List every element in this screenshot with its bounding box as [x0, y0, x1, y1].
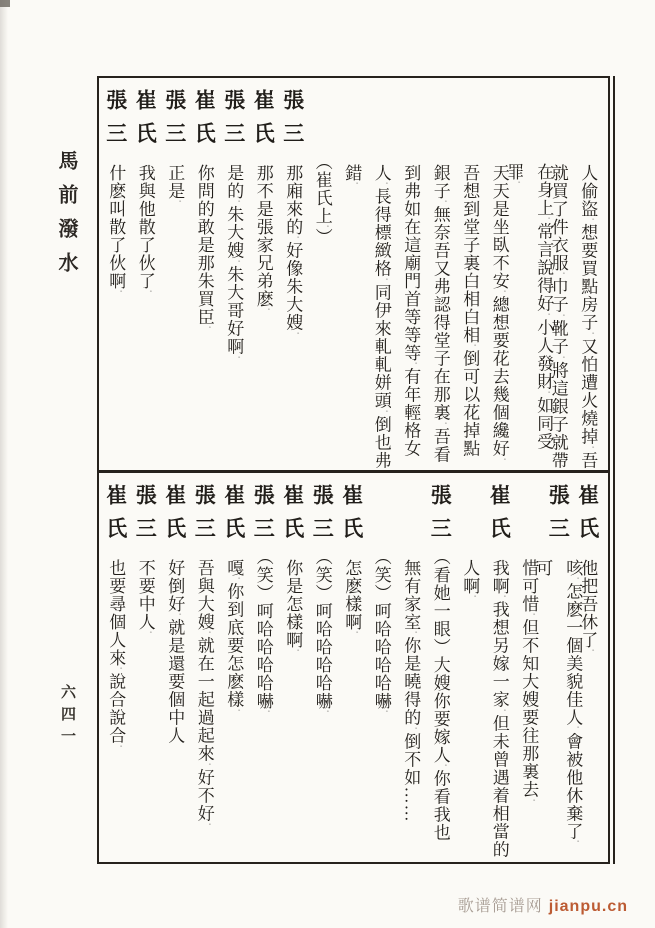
speaker-label: 崔氏	[103, 484, 128, 550]
script-column	[219, 473, 249, 862]
dialogue-text: 你問的敢是那朱買臣。	[194, 164, 214, 332]
watermark	[458, 893, 628, 916]
script-column	[101, 473, 131, 862]
script-column	[425, 473, 455, 862]
dialogue-text: 吾想到堂子裏白相白相。倒可以花掉點	[460, 164, 480, 458]
dialogue-text: （崔氏上。）	[312, 153, 332, 246]
script-column	[189, 473, 219, 862]
script-column	[337, 473, 367, 862]
dialogue-text: 你是怎樣啊。	[283, 559, 303, 655]
dialogue-text: 怎麽樣啊。	[342, 559, 362, 637]
speaker-label: 張三	[221, 89, 246, 155]
script-column	[189, 78, 219, 470]
speaker-label: 崔氏	[192, 89, 217, 155]
dialogue-text: 天天是坐臥不安。總想要花去幾個纔好。	[489, 164, 509, 464]
speaker-label: 張三	[428, 484, 453, 550]
dialogue-text: 就買了件衣服。巾子。靴子。將這銀子就帶	[548, 164, 568, 470]
script-column	[425, 78, 455, 470]
dialogue-text: 我與他散了伙了。	[135, 164, 155, 296]
speaker-label: 崔氏	[575, 484, 600, 550]
script-column	[366, 473, 396, 862]
script-column	[573, 78, 603, 470]
dialogue-text: 正是。	[165, 164, 185, 206]
dialogue-text: 不要中人。	[135, 559, 155, 637]
dialogue-text: 人啊。	[460, 559, 480, 601]
dialogue-text: 吾與大嫂。就在一起過起來。好不好。	[194, 559, 214, 829]
script-column	[504, 78, 554, 470]
script-column	[248, 473, 278, 862]
speaker-label: 張三	[310, 484, 335, 550]
speaker-label: 張三	[103, 89, 128, 155]
script-column	[543, 78, 573, 470]
script-column	[130, 78, 160, 470]
script-column	[248, 78, 278, 470]
speaker-label: 張三	[280, 89, 305, 155]
dialogue-text: 咳。怎麽一個美貌佳人。會被他休棄了。可	[533, 558, 583, 846]
dialogue-text: 是的。朱大嫂。朱大哥好啊。	[224, 164, 244, 362]
script-column	[307, 473, 337, 862]
dialogue-text: 也要尋個人來。說合說合。	[106, 559, 126, 751]
speaker-label: 張三	[133, 484, 158, 550]
speaker-label: 崔氏	[280, 484, 305, 550]
script-column	[160, 473, 190, 862]
dialogue-text: 銀子。無奈吾又弗認得堂子在那裏。吾看	[430, 164, 450, 464]
dialogue-text: 惜可惜。但不知大嫂要往那裏去。	[519, 559, 539, 805]
scan-corner-artifact	[0, 0, 10, 7]
script-column	[278, 473, 308, 862]
script-column	[130, 473, 160, 862]
dialogue-text: （笑）呵哈哈哈哈嚇。	[253, 548, 273, 716]
dialogue-text: （笑）呵哈哈哈哈嚇。	[312, 548, 332, 716]
speaker-label: 崔氏	[487, 484, 512, 550]
script-column	[573, 473, 603, 862]
dialogue-text: 到弗如在這廟門首等等等。有年輕格女	[401, 164, 421, 458]
page-frame	[97, 76, 610, 864]
dialogue-text: 什麽叫散了伙啊。	[106, 164, 126, 296]
speaker-label: 崔氏	[251, 89, 276, 155]
script-column	[337, 78, 367, 470]
scan-edge-shadow	[0, 0, 8, 928]
dialogue-text: （笑）呵哈哈哈哈嚇。	[371, 548, 391, 716]
speaker-label: 張三	[192, 484, 217, 550]
script-column	[484, 473, 514, 862]
dialogue-text: （看她一眼）大嫂你要嫁人。你看我也	[430, 548, 450, 842]
dialogue-text: 無有家室。你是曉得的。倒不如……	[401, 559, 421, 823]
dialogue-text: 好倒好。就是還要個中人	[165, 559, 185, 745]
script-column	[396, 473, 426, 862]
script-column	[455, 78, 485, 470]
speaker-label: 崔氏	[339, 484, 364, 550]
speaker-label: 崔氏	[162, 484, 187, 550]
speaker-label: 崔氏	[221, 484, 246, 550]
speaker-label: 張三	[162, 89, 187, 155]
dialogue-text: 我啊。我想另嫁一家。但未曾遇着相當的	[489, 559, 509, 859]
watermark-url-link[interactable]: jianpu.cn	[548, 898, 628, 915]
script-column	[307, 78, 337, 470]
script-column	[533, 473, 583, 862]
speaker-label: 張三	[546, 484, 571, 550]
script-column	[455, 473, 485, 862]
dialogue-text: 人偷盜。想要買點房子。又怕遭火燒掉。吾	[578, 164, 598, 470]
dialogue-text: 他把吾休了。	[578, 559, 598, 655]
watermark-site-name: 歌谱简谱网	[457, 898, 543, 915]
dialogue-text: 人。長得標緻格。同伊來軋軋姘頭。倒也弗	[371, 164, 391, 470]
script-column	[396, 78, 426, 470]
speaker-label: 張三	[251, 484, 276, 550]
script-column	[101, 78, 131, 470]
script-column	[219, 78, 249, 470]
script-half-top	[99, 78, 608, 470]
script-half-bottom	[99, 473, 608, 862]
script-column	[366, 78, 396, 470]
dialogue-text: 那廂來的。好像朱大嫂。	[283, 164, 303, 338]
page-number: 六四一	[59, 684, 75, 750]
book-title: 馬前潑水	[55, 150, 77, 286]
speaker-label: 崔氏	[133, 89, 158, 155]
dialogue-text: 錯。	[342, 164, 362, 188]
dialogue-text: 嘎。你到底要怎麽樣。	[224, 559, 244, 715]
script-column	[278, 78, 308, 470]
dialogue-text: 在身上。常言說得好。小人發財。如同受罪。	[504, 163, 554, 451]
dialogue-text: 那不是張家兄弟麽。	[253, 164, 273, 314]
script-column	[160, 78, 190, 470]
